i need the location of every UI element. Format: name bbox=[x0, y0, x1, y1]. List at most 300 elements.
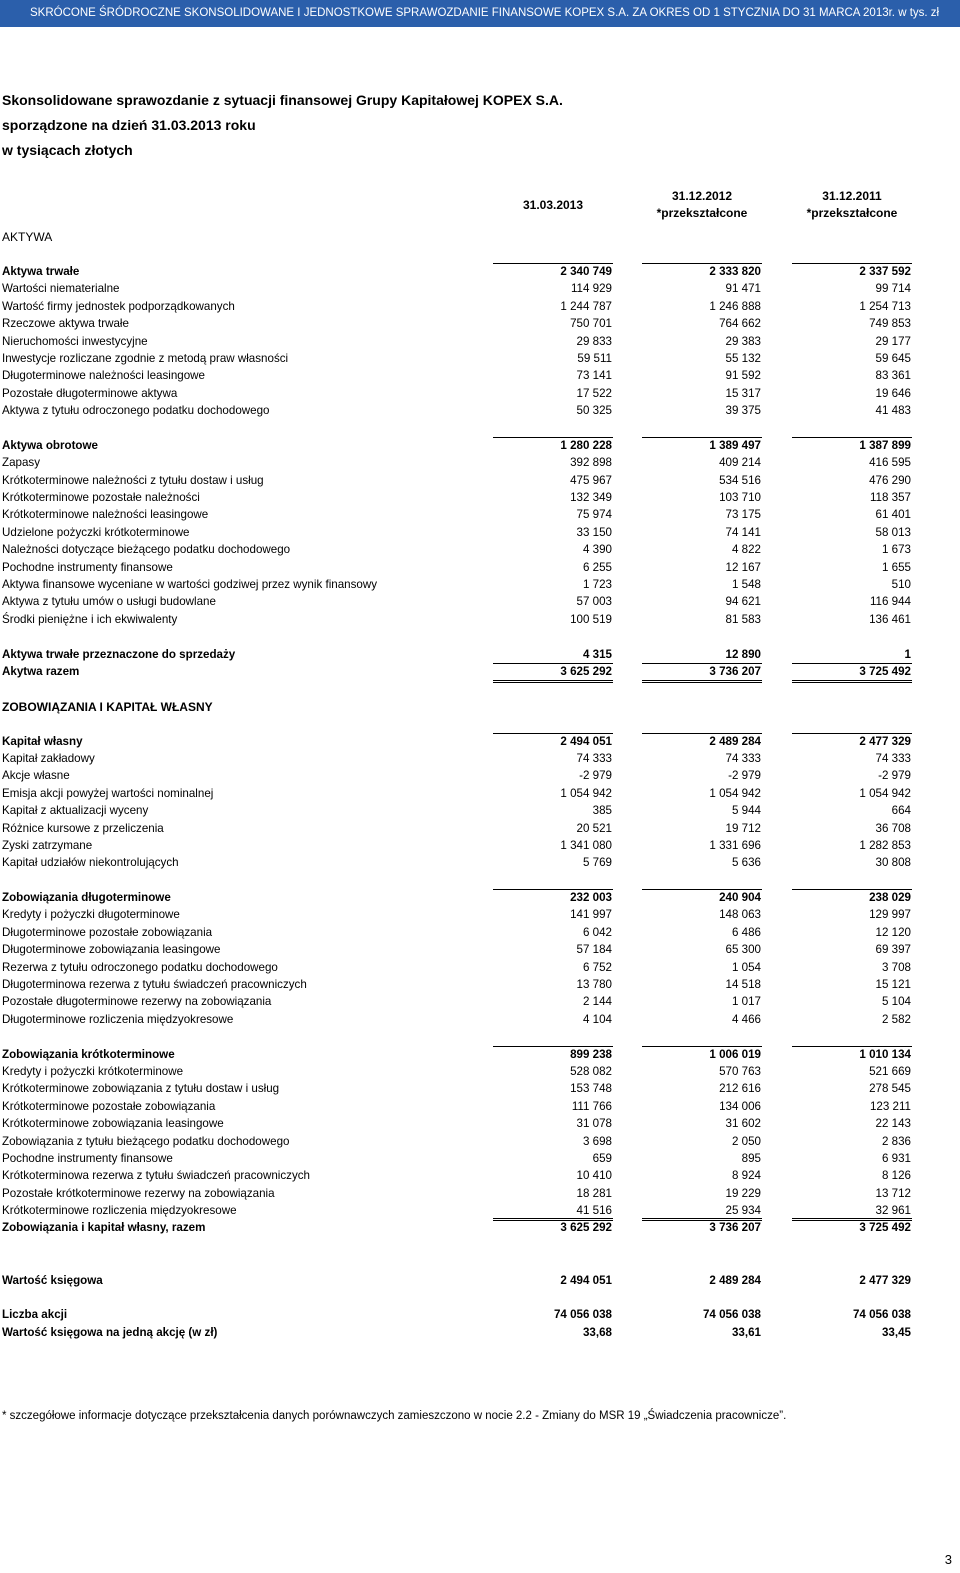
row-value-2: 1 389 497 bbox=[709, 438, 761, 452]
table-spacer bbox=[0, 715, 960, 732]
row-value-2: 764 662 bbox=[719, 317, 761, 331]
row-value-1: 20 521 bbox=[576, 821, 612, 835]
row-value-2: 1 246 888 bbox=[709, 299, 761, 313]
table-row bbox=[0, 489, 960, 506]
row-label: Liczba akcji bbox=[2, 1308, 68, 1322]
row-value-2: 91 471 bbox=[725, 282, 761, 296]
row-value-1: 385 bbox=[592, 804, 612, 818]
row-value-1: 31 078 bbox=[576, 1117, 612, 1131]
row-value-1: 74 333 bbox=[576, 751, 612, 765]
row-value-3: 1 655 bbox=[881, 560, 911, 574]
table-row bbox=[0, 1167, 960, 1184]
table-row bbox=[0, 820, 960, 837]
table-spacer bbox=[0, 420, 960, 437]
report-date: sporządzone na dzień 31.03.2013 roku bbox=[2, 117, 256, 133]
rule-line bbox=[493, 263, 613, 264]
table-spacer bbox=[0, 872, 960, 889]
table-row bbox=[0, 1150, 960, 1167]
row-value-2: 39 375 bbox=[725, 404, 761, 418]
row-value-3: 118 357 bbox=[869, 491, 911, 505]
table-spacer bbox=[0, 1028, 960, 1045]
row-value-2: 3 736 207 bbox=[709, 1221, 761, 1235]
row-value-1: 13 780 bbox=[576, 978, 612, 992]
row-value-3: 59 645 bbox=[875, 351, 911, 365]
row-value-2: 1 054 942 bbox=[709, 786, 761, 800]
row-label: Krótkoterminowe zobowiązania leasingowe bbox=[2, 1117, 224, 1131]
row-value-3: 58 013 bbox=[875, 525, 911, 539]
rule-line bbox=[642, 1218, 762, 1219]
table-row bbox=[0, 750, 960, 767]
rule-line bbox=[792, 437, 912, 438]
table-row bbox=[0, 593, 960, 610]
table-row bbox=[0, 906, 960, 923]
document-header: SKRÓCONE ŚRÓDROCZNE SKONSOLIDOWANE I JEDNOSTKOWE SPRAWOZDANIE FINANSOWE KOPEX S.A. ZA OKRES OD 1 STYCZNIA DO 31 MARCA 2013r. w tys. zł bbox=[0, 0, 960, 27]
table-row bbox=[0, 854, 960, 871]
table-row bbox=[0, 698, 960, 715]
row-value-3: 2 836 bbox=[881, 1134, 911, 1148]
row-value-2: 6 486 bbox=[731, 925, 761, 939]
rule-line bbox=[642, 437, 762, 438]
row-value-2: 19 229 bbox=[725, 1186, 761, 1200]
row-label: Wartość księgowa bbox=[2, 1273, 103, 1287]
row-value-3: 521 669 bbox=[869, 1064, 911, 1078]
row-label: ZOBOWIĄZANIA I KAPITAŁ WŁASNY bbox=[2, 699, 213, 714]
column-header-2011-date: 31.12.2011 bbox=[822, 189, 882, 203]
row-value-2: 29 383 bbox=[725, 334, 761, 348]
row-value-1: 57 003 bbox=[576, 595, 612, 609]
row-value-1: 2 340 749 bbox=[560, 265, 612, 278]
row-label: Środki pieniężne i ich ekwiwalenty bbox=[2, 612, 178, 626]
row-value-2: 1 017 bbox=[731, 995, 761, 1009]
row-label: Zobowiązania krótkoterminowe bbox=[2, 1047, 175, 1061]
table-row bbox=[0, 1080, 960, 1097]
row-label: Kapitał własny bbox=[2, 734, 83, 748]
row-value-3: 6 931 bbox=[881, 1151, 911, 1165]
row-value-1: 1 244 787 bbox=[560, 299, 612, 313]
table-row bbox=[0, 524, 960, 541]
column-header-2013-date: 31.03.2013 bbox=[522, 198, 584, 212]
row-label: Długoterminowa rezerwa z tytułu świadczeń pracowniczych bbox=[2, 978, 307, 992]
column-header-2012-note: *przekształcone bbox=[656, 206, 748, 220]
table-row bbox=[0, 454, 960, 471]
rule-line bbox=[642, 1220, 762, 1221]
table-spacer bbox=[0, 628, 960, 645]
row-label: Krótkoterminowe pozostałe należności bbox=[2, 491, 200, 505]
row-label: Rzeczowe aktywa trwałe bbox=[2, 317, 129, 331]
assets-heading: AKTYWA bbox=[2, 230, 53, 244]
table-row bbox=[0, 611, 960, 628]
row-value-3: 238 029 bbox=[869, 891, 911, 905]
row-value-2: 94 621 bbox=[725, 595, 761, 609]
row-value-1: 100 519 bbox=[570, 612, 612, 626]
row-label: Długoterminowe rozliczenia międzyokresowe bbox=[2, 1012, 234, 1026]
row-value-2: 14 518 bbox=[725, 978, 761, 992]
row-value-1: 3 625 292 bbox=[560, 664, 612, 678]
row-label: Długoterminowe należności leasingowe bbox=[2, 369, 206, 383]
row-value-2: 8 924 bbox=[731, 1169, 761, 1183]
row-value-2: 31 602 bbox=[725, 1117, 761, 1131]
table-row bbox=[0, 1219, 960, 1236]
table-row bbox=[0, 1306, 960, 1323]
row-value-3: -2 979 bbox=[878, 769, 911, 783]
row-value-1: 5 769 bbox=[582, 856, 612, 870]
column-header-2011 bbox=[777, 188, 927, 222]
row-value-2: 3 736 207 bbox=[709, 664, 761, 678]
rule-line bbox=[792, 663, 912, 664]
rule-line bbox=[493, 1220, 613, 1221]
row-value-1: 528 082 bbox=[570, 1064, 612, 1078]
row-value-3: 22 143 bbox=[875, 1117, 911, 1131]
table-row bbox=[0, 437, 960, 454]
row-value-1: 17 522 bbox=[576, 386, 612, 400]
row-value-1: 899 238 bbox=[570, 1047, 612, 1061]
row-label: Pozostałe długoterminowe rezerwy na zobowiązania bbox=[2, 995, 272, 1009]
row-label: Krótkoterminowe należności z tytułu dostaw i usług bbox=[2, 473, 264, 487]
row-value-1: 6 042 bbox=[582, 925, 612, 939]
rule-line bbox=[792, 1218, 912, 1219]
row-value-3: 15 121 bbox=[875, 978, 911, 992]
row-label: Kapitał zakładowy bbox=[2, 751, 95, 765]
row-value-1: 2 144 bbox=[582, 995, 612, 1009]
table-row bbox=[0, 802, 960, 819]
row-value-3: 32 961 bbox=[875, 1204, 911, 1218]
row-value-3: 1 254 713 bbox=[859, 299, 911, 313]
table-row bbox=[0, 402, 960, 419]
table-row bbox=[0, 1011, 960, 1028]
row-value-2: 4 822 bbox=[731, 543, 761, 557]
row-value-3: 1 673 bbox=[881, 543, 911, 557]
row-value-1: 2 494 051 bbox=[560, 734, 612, 748]
row-value-2: 65 300 bbox=[725, 943, 761, 957]
row-value-3: 74 056 038 bbox=[852, 1308, 911, 1322]
row-value-1: 153 748 bbox=[570, 1082, 612, 1096]
row-label: Kredyty i pożyczki długoterminowe bbox=[2, 908, 180, 922]
table-row bbox=[0, 350, 960, 367]
row-value-3: 5 104 bbox=[881, 995, 911, 1009]
row-value-3: 1 010 134 bbox=[859, 1047, 911, 1061]
table-spacer bbox=[0, 1237, 960, 1254]
row-label: Zobowiązania długoterminowe bbox=[2, 891, 171, 905]
title-block bbox=[2, 88, 563, 163]
row-value-3: 1 054 942 bbox=[859, 786, 911, 800]
rule-line bbox=[792, 889, 912, 890]
row-label: Aktywa finansowe wyceniane w wartości godziwej przez wynik finansowy bbox=[2, 578, 378, 592]
table-spacer bbox=[0, 1254, 960, 1271]
row-value-1: 10 410 bbox=[576, 1169, 612, 1183]
row-value-3: 1 282 853 bbox=[859, 838, 911, 852]
row-value-2: 73 175 bbox=[725, 508, 761, 522]
row-value-1: 1 054 942 bbox=[560, 786, 612, 800]
rule-line bbox=[792, 263, 912, 264]
row-value-1: 111 766 bbox=[571, 1099, 612, 1113]
row-value-2: 1 548 bbox=[731, 578, 761, 592]
row-value-3: 30 808 bbox=[875, 856, 911, 870]
report-title: Skonsolidowane sprawozdanie z sytuacji finansowej Grupy Kapitałowej KOPEX S.A. bbox=[2, 92, 563, 108]
row-value-1: 392 898 bbox=[570, 456, 612, 470]
row-value-1: 2 494 051 bbox=[560, 1273, 612, 1287]
row-label: Zobowiązania z tytułu bieżącego podatku dochodowego bbox=[2, 1134, 290, 1148]
row-value-2: 534 516 bbox=[719, 473, 761, 487]
row-value-3: 29 177 bbox=[875, 334, 911, 348]
row-label: Rezerwa z tytułu odroczonego podatku dochodowego bbox=[2, 960, 278, 974]
row-value-1: 33 150 bbox=[576, 525, 612, 539]
row-value-3: 8 126 bbox=[881, 1169, 911, 1183]
row-value-3: 136 461 bbox=[869, 612, 911, 626]
rule-line bbox=[493, 889, 613, 890]
table-row bbox=[0, 506, 960, 523]
row-value-3: 116 944 bbox=[869, 595, 911, 609]
table-row bbox=[0, 663, 960, 680]
row-value-2: 134 006 bbox=[719, 1099, 761, 1113]
row-label: Krótkoterminowa rezerwa z tytułu świadczeń pracowniczych bbox=[2, 1169, 310, 1183]
row-label: Nieruchomości inwestycyjne bbox=[2, 334, 148, 348]
table-row bbox=[0, 1324, 960, 1341]
row-value-2: 74 333 bbox=[725, 751, 761, 765]
row-value-2: 5 636 bbox=[731, 856, 761, 870]
row-label: Kapitał udziałów niekontrolujących bbox=[2, 856, 179, 870]
row-label: Zapasy bbox=[2, 456, 41, 470]
row-value-3: 33,45 bbox=[881, 1325, 911, 1339]
rule-line bbox=[642, 1046, 762, 1047]
table-spacer bbox=[0, 1289, 960, 1306]
table-row bbox=[0, 333, 960, 350]
row-value-3: 3 725 492 bbox=[859, 664, 911, 678]
row-value-1: 6 255 bbox=[582, 560, 612, 574]
table-row bbox=[0, 993, 960, 1010]
row-value-1: 59 511 bbox=[577, 351, 612, 365]
column-header-2011-note: *przekształcone bbox=[806, 206, 898, 220]
row-value-1: 6 752 bbox=[582, 960, 612, 974]
row-value-2: 12 167 bbox=[725, 560, 761, 574]
table-row bbox=[0, 1046, 960, 1063]
table-row bbox=[0, 1098, 960, 1115]
row-label: Długoterminowe zobowiązania leasingowe bbox=[2, 943, 221, 957]
row-value-1: 75 974 bbox=[576, 508, 612, 522]
row-value-1: 1 723 bbox=[582, 578, 612, 592]
row-label: Aktywa trwałe bbox=[2, 265, 80, 278]
rule-line bbox=[792, 1046, 912, 1047]
row-label: Akytwa razem bbox=[2, 664, 80, 678]
row-label: Aktywa obrotowe bbox=[2, 438, 98, 452]
row-value-3: 510 bbox=[891, 578, 911, 592]
row-value-3: 476 290 bbox=[869, 473, 911, 487]
row-value-3: 41 483 bbox=[875, 404, 911, 418]
row-label: Akcje własne bbox=[2, 769, 70, 783]
row-value-1: 141 997 bbox=[570, 908, 612, 922]
footnote: * szczegółowe informacje dotyczące przekształcenia danych porównawczych zamieszczono w nocie 2.2 - Zmiany do MSR 19 „Świadczenia pracownicze”. bbox=[2, 1410, 787, 1422]
row-value-2: 5 944 bbox=[731, 804, 761, 818]
row-label: Aktywa z tytułu odroczonego podatku dochodowego bbox=[2, 404, 270, 418]
row-label: Udzielone pożyczki krótkoterminowe bbox=[2, 525, 190, 539]
row-value-2: 1 006 019 bbox=[709, 1047, 761, 1061]
row-value-2: 4 466 bbox=[731, 1012, 761, 1026]
rule-line bbox=[493, 1046, 613, 1047]
row-label: Aktywa trwałe przeznaczone do sprzedaży bbox=[2, 647, 236, 661]
table-row bbox=[0, 1115, 960, 1132]
row-label: Krótkoterminowe pozostałe zobowiązania bbox=[2, 1099, 216, 1113]
row-label: Inwestycje rozliczane zgodnie z metodą praw własności bbox=[2, 351, 289, 365]
row-value-2: 103 710 bbox=[719, 491, 761, 505]
row-value-2: 148 063 bbox=[719, 908, 761, 922]
table-row bbox=[0, 1272, 960, 1289]
row-value-3: 129 997 bbox=[869, 908, 911, 922]
row-value-2: 212 616 bbox=[719, 1082, 761, 1096]
row-value-2: 91 592 bbox=[725, 369, 761, 383]
row-value-2: 2 050 bbox=[731, 1134, 761, 1148]
row-value-1: 50 325 bbox=[576, 404, 612, 418]
row-value-3: 2 477 329 bbox=[859, 734, 911, 748]
row-value-2: 2 489 284 bbox=[709, 1273, 761, 1287]
table-row bbox=[0, 889, 960, 906]
table-row bbox=[0, 976, 960, 993]
row-value-3: 3 708 bbox=[881, 960, 911, 974]
table-row bbox=[0, 837, 960, 854]
row-value-3: 2 337 592 bbox=[859, 265, 911, 278]
row-value-3: 19 646 bbox=[875, 386, 911, 400]
table-row bbox=[0, 1063, 960, 1080]
row-label: Krótkoterminowe zobowiązania z tytułu dostaw i usług bbox=[2, 1082, 280, 1096]
row-value-2: 74 056 038 bbox=[702, 1308, 761, 1322]
row-value-3: 416 595 bbox=[869, 456, 911, 470]
row-value-2: 12 890 bbox=[725, 647, 761, 661]
row-label: Wartość księgowa na jedną akcję (w zł) bbox=[2, 1325, 218, 1339]
row-value-2: -2 979 bbox=[728, 769, 761, 783]
row-label: Pozostałe krótkoterminowe rezerwy na zobowiązania bbox=[2, 1186, 275, 1200]
table-row bbox=[0, 367, 960, 384]
row-label: Różnice kursowe z przeliczenia bbox=[2, 821, 164, 835]
row-value-1: 33,68 bbox=[582, 1325, 612, 1339]
table-spacer bbox=[0, 680, 960, 697]
row-value-1: 4 104 bbox=[582, 1012, 612, 1026]
table-row bbox=[0, 733, 960, 750]
table-row bbox=[0, 1185, 960, 1202]
row-value-1: 57 184 bbox=[576, 943, 612, 957]
rule-line bbox=[493, 1218, 613, 1219]
row-label: Należności dotyczące bieżącego podatku dochodowego bbox=[2, 543, 291, 557]
row-value-2: 74 141 bbox=[725, 525, 761, 539]
row-value-2: 1 054 bbox=[731, 960, 761, 974]
row-value-3: 36 708 bbox=[875, 821, 911, 835]
row-value-1: 475 967 bbox=[570, 473, 612, 487]
row-value-3: 1 bbox=[904, 647, 911, 661]
row-value-1: 232 003 bbox=[570, 891, 612, 905]
row-value-1: -2 979 bbox=[579, 769, 612, 783]
row-value-2: 409 214 bbox=[719, 456, 761, 470]
row-value-2: 25 934 bbox=[725, 1204, 761, 1218]
column-header-2013 bbox=[478, 197, 628, 214]
table-row bbox=[0, 280, 960, 297]
report-units: w tysiącach złotych bbox=[2, 142, 133, 158]
row-label: Kapitał z aktualizacji wyceny bbox=[2, 804, 149, 818]
row-value-2: 55 132 bbox=[725, 351, 761, 365]
row-label: Pochodne instrumenty finansowe bbox=[2, 1151, 173, 1165]
rule-line bbox=[642, 263, 762, 264]
row-value-2: 240 904 bbox=[719, 891, 761, 905]
row-label: Wartości niematerialne bbox=[2, 282, 120, 296]
row-label: Aktywa z tytułu umów o usługi budowlane bbox=[2, 595, 216, 609]
row-value-1: 4 390 bbox=[582, 543, 612, 557]
row-value-3: 83 361 bbox=[875, 369, 911, 383]
table-row bbox=[0, 559, 960, 576]
page-number: 3 bbox=[944, 1552, 952, 1567]
row-value-2: 15 317 bbox=[725, 386, 761, 400]
row-value-3: 664 bbox=[891, 804, 911, 818]
row-value-3: 61 401 bbox=[875, 508, 911, 522]
row-value-3: 749 853 bbox=[869, 317, 911, 331]
table-row bbox=[0, 646, 960, 663]
row-value-3: 69 397 bbox=[875, 943, 911, 957]
row-value-1: 74 056 038 bbox=[553, 1308, 612, 1322]
row-value-1: 73 141 bbox=[576, 369, 612, 383]
table-row bbox=[0, 785, 960, 802]
row-value-2: 33,61 bbox=[731, 1325, 761, 1339]
rule-line bbox=[642, 663, 762, 664]
table-row bbox=[0, 941, 960, 958]
row-value-1: 114 929 bbox=[570, 282, 612, 296]
row-label: Zyski zatrzymane bbox=[2, 838, 93, 852]
table-row bbox=[0, 315, 960, 332]
row-value-1: 132 349 bbox=[570, 491, 612, 505]
row-label: Pochodne instrumenty finansowe bbox=[2, 560, 173, 574]
row-value-3: 123 211 bbox=[869, 1099, 911, 1113]
rule-line bbox=[493, 437, 613, 438]
row-value-1: 659 bbox=[592, 1151, 612, 1165]
row-label: Wartość firmy jednostek podporządkowanych bbox=[2, 299, 235, 313]
table-row bbox=[0, 576, 960, 593]
row-value-1: 750 701 bbox=[570, 317, 612, 331]
row-value-3: 2 477 329 bbox=[859, 1273, 911, 1287]
table-row bbox=[0, 263, 960, 280]
row-label: Kredyty i pożyczki krótkoterminowe bbox=[2, 1064, 184, 1078]
row-label: Pozostałe długoterminowe aktywa bbox=[2, 386, 178, 400]
table-row bbox=[0, 472, 960, 489]
table-row bbox=[0, 959, 960, 976]
row-label: Krótkoterminowe należności leasingowe bbox=[2, 508, 209, 522]
table-row bbox=[0, 1133, 960, 1150]
rule-line bbox=[642, 733, 762, 734]
row-value-3: 13 712 bbox=[875, 1186, 911, 1200]
rule-line bbox=[642, 889, 762, 890]
table-row bbox=[0, 767, 960, 784]
row-value-3: 278 545 bbox=[869, 1082, 911, 1096]
column-header-2012-date: 31.12.2012 bbox=[671, 189, 733, 203]
rule-line bbox=[792, 1220, 912, 1221]
row-label: Zobowiązania i kapitał własny, razem bbox=[2, 1221, 206, 1235]
column-header-2012 bbox=[627, 188, 777, 222]
row-value-1: 3 625 292 bbox=[560, 1221, 612, 1235]
row-value-2: 570 763 bbox=[719, 1064, 761, 1078]
row-label: Długoterminowe pozostałe zobowiązania bbox=[2, 925, 213, 939]
row-value-3: 3 725 492 bbox=[859, 1221, 911, 1235]
table-row bbox=[0, 385, 960, 402]
row-value-2: 1 331 696 bbox=[709, 838, 761, 852]
row-value-2: 19 712 bbox=[725, 821, 761, 835]
row-value-2: 2 333 820 bbox=[709, 265, 761, 278]
table-row bbox=[0, 924, 960, 941]
balance-sheet-table bbox=[0, 263, 960, 1341]
row-value-1: 1 341 080 bbox=[560, 838, 612, 852]
row-value-2: 81 583 bbox=[725, 612, 761, 626]
table-row bbox=[0, 541, 960, 558]
row-label: Emisja akcji powyżej wartości nominalnej bbox=[2, 786, 214, 800]
table-row bbox=[0, 1202, 960, 1219]
table-row bbox=[0, 298, 960, 315]
row-value-2: 2 489 284 bbox=[709, 734, 761, 748]
rule-line bbox=[493, 663, 613, 664]
row-value-3: 74 333 bbox=[875, 751, 911, 765]
row-label: Krótkoterminowe rozliczenia międzyokresowe bbox=[2, 1204, 237, 1218]
row-value-2: 895 bbox=[741, 1151, 761, 1165]
